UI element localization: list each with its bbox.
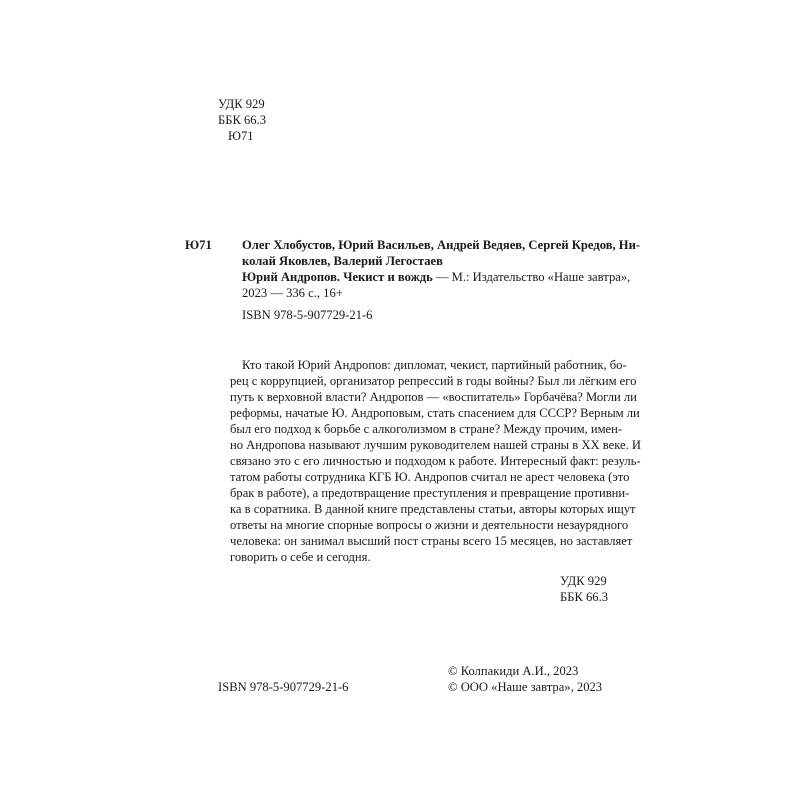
annotation-line: человека: он занимал высший пост страны всего 15 месяцев, но заставляет [230, 534, 633, 548]
annotation-line: татом работы сотрудника КГБ Ю. Андропов считал не арест человека (это [230, 470, 630, 484]
annotation-line: Кто такой Юрий Андропов: дипломат, чекист, партийный работник, бо- [242, 358, 627, 372]
annotation-line: но Андропова называют лучшим руководителем нашей страны в XX веке. И [230, 438, 641, 452]
author-code: Ю71 [228, 129, 254, 143]
classification-top [218, 96, 266, 144]
title-imprint-line [242, 269, 631, 285]
copyright-line-2: © ООО «Наше завтра», 2023 [448, 680, 603, 694]
authors-line-1: Олег Хлобустов, Юрий Васильев, Андрей Ведяев, Сергей Кредов, Ни- [242, 238, 641, 252]
annotation-line: говорить о себе и сегодня. [230, 550, 371, 564]
catalog-author-code: Ю71 [185, 238, 212, 252]
footer-isbn: ISBN 978-5-907729-21-6 [218, 680, 349, 694]
annotation-line: связано это с его личностью и подходом к работе. Интересный факт: резуль- [230, 454, 641, 468]
annotation-line: рец с коррупцией, организатор репрессий в годы войны? Был ли лёгким его [230, 374, 637, 388]
classification-bottom [560, 573, 608, 605]
udk-code-bottom: УДК 929 [560, 574, 607, 588]
annotation-line: реформы, начатые Ю. Андроповым, стать спасением для СССР? Верным ли [230, 406, 640, 420]
bbk-code-bottom: ББК 66.3 [560, 590, 609, 604]
bbk-code: ББК 66.3 [218, 113, 267, 127]
annotation-line: был его подход к борьбе с алкоголизмом в стране? Между прочим, имен- [230, 422, 623, 436]
annotation-line: ответы на многие спорные вопросы о жизни и деятельности незаурядного [230, 518, 629, 532]
imprint-line-2: 2023 — 336 с., 16+ [242, 286, 343, 300]
annotation-line: путь к верховной власти? Андропов — «воспитатель» Горбачёва? Могли ли [230, 390, 637, 404]
catalog-isbn: ISBN 978-5-907729-21-6 [242, 308, 373, 322]
imprint: — М.: Издательство «Наше завтра», [432, 270, 631, 284]
authors-line-2: колай Яковлев, Валерий Легостаев [242, 254, 443, 268]
udk-code: УДК 929 [218, 97, 265, 111]
copyright-line-1: © Колпакиди А.И., 2023 [448, 664, 579, 678]
annotation [230, 357, 641, 565]
bibliographic-record [242, 237, 641, 301]
book-title: Юрий Андропов. Чекист и вождь [242, 270, 433, 284]
annotation-line: ка в соратника. В данной книге представлены статьи, авторы которых ищут [230, 502, 636, 516]
copyright-block [448, 663, 602, 695]
annotation-line: брак в работе), а предотвращение преступления и превращение противни- [230, 486, 630, 500]
